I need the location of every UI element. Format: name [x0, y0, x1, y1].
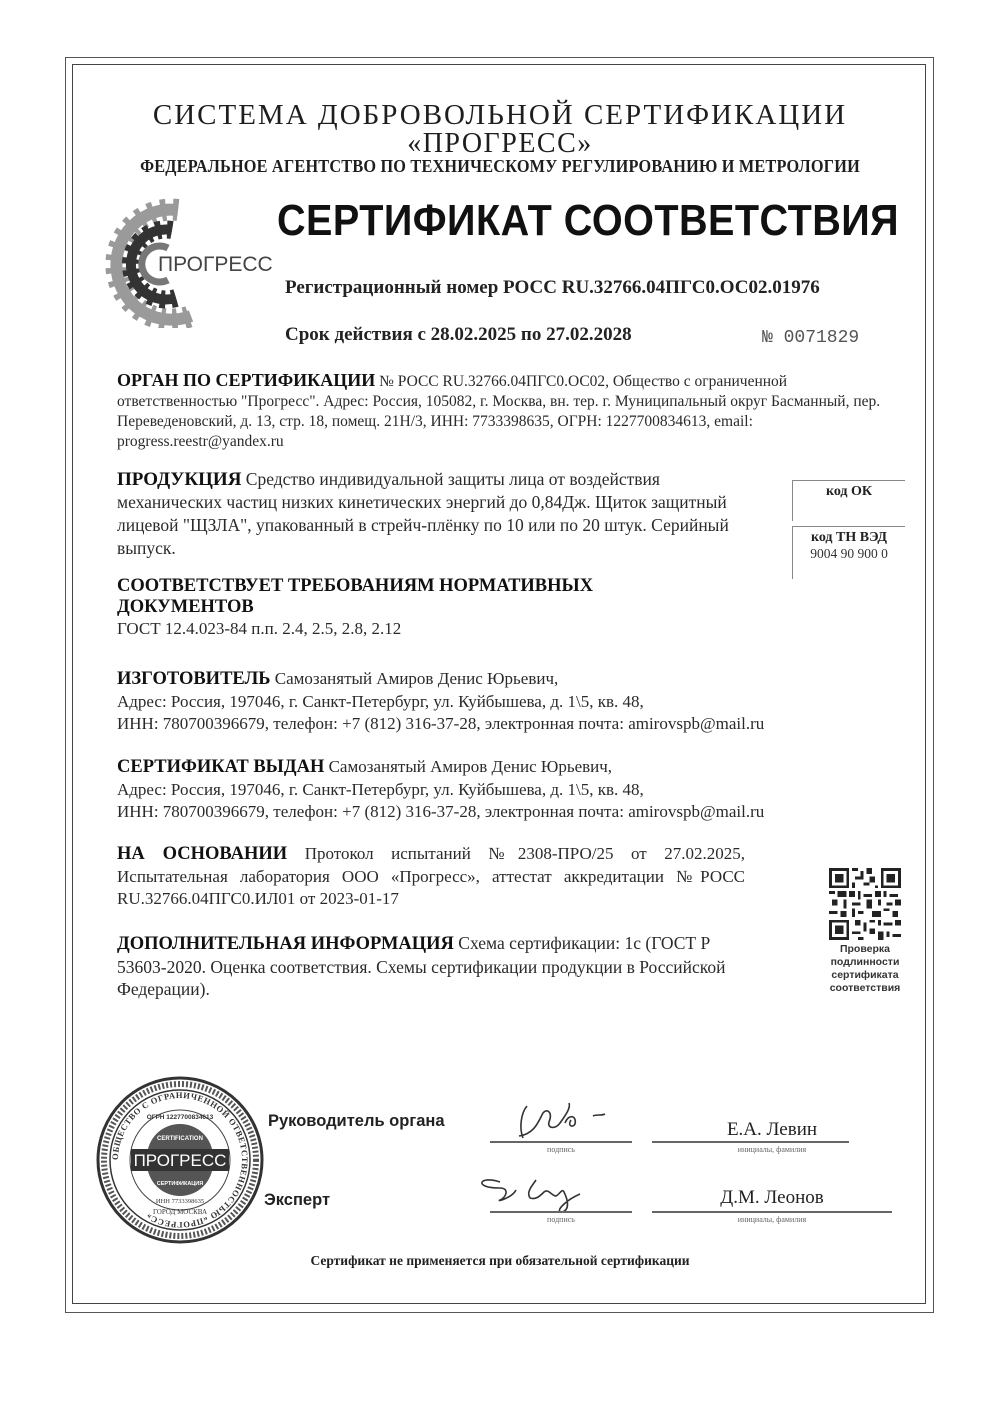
official-stamp-icon — [95, 1075, 265, 1245]
agency-name: ФЕДЕРАЛЬНОЕ АГЕНТСТВО ПО ТЕХНИЧЕСКОМУ РЕГУЛИРОВАНИЮ И МЕТРОЛОГИИ — [140, 156, 860, 176]
issued-to-address: Адрес: Россия, 197046, г. Санкт-Петербург, ул. Куйбышева, д. 1\5, кв. 48, — [117, 779, 644, 799]
section-text: Схема сертификации: 1с (ГОСТ Р 53603-2020. Оценка соответствия. Схемы сертификации продукции в Российской Федерации). — [117, 933, 726, 999]
signatory-role-head: Руководитель органа — [268, 1112, 445, 1130]
section-text: ГОСТ 12.4.023-84 п.п. 2.4, 2.5, 2.8, 2.12 — [117, 619, 402, 638]
qr-caption-line: соответствия — [829, 982, 901, 994]
name-caption: инициалы, фамилия — [737, 1215, 807, 1224]
section-additional-info — [117, 932, 757, 1001]
stamp-inn: ИНН 7733398635 — [155, 1198, 205, 1205]
section-text: Протокол испытаний №2308-ПРО/25 от 27.02.2025, Испытательная лаборатория ООО «Прогресс», аттестат аккредитации №РОСС RU.32766.04ПГС0.ИЛ01 от 2023-01-17 — [117, 844, 745, 908]
issued-to-contacts: ИНН: 780700396679, телефон: +7 (812) 316-37-28, электронная почта: amirovspb@mail.ru — [117, 802, 765, 821]
ok-code-box — [792, 480, 905, 521]
section-heading: ДОПОЛНИТЕЛЬНАЯ ИНФОРМАЦИЯ — [117, 934, 454, 954]
signatory-name-expert: Д.М. Леонов — [720, 1187, 824, 1208]
section-heading: НА ОСНОВАНИИ — [117, 844, 288, 864]
section-heading: ОРГАН ПО СЕРТИФИКАЦИИ — [117, 370, 376, 390]
ok-code-label: код ОК — [825, 484, 873, 499]
signatory-role-expert: Эксперт — [264, 1191, 331, 1209]
section-basis — [117, 843, 745, 911]
name-line — [652, 1141, 849, 1143]
name-line — [652, 1211, 892, 1213]
section-product — [117, 468, 757, 560]
logo-text: ПРОГРЕСС — [158, 253, 273, 276]
system-title: СИСТЕМА ДОБРОВОЛЬНОЙ СЕРТИФИКАЦИИ — [152, 99, 848, 131]
section-certification-body — [117, 370, 882, 452]
serial-number: № 0071829 — [762, 328, 860, 348]
section-heading: СООТВЕТСТВУЕТ ТРЕБОВАНИЯМ НОРМАТИВНЫХ ДОКУМЕНТОВ — [117, 576, 594, 617]
section-heading: ИЗГОТОВИТЕЛЬ — [117, 669, 271, 689]
section-text: Средство индивидуальной защиты лица от воздействия механических частиц низких кинетических энергий до 0,84Дж. Щиток защитный лицевой "ЩЗЛА", упакованный в стрейч-плёнку по 10 или по 20 штук. Серийный выпуск. — [117, 469, 729, 558]
system-name: «ПРОГРЕСС» — [407, 128, 593, 159]
manufacturer-contacts: ИНН: 780700396679, телефон: +7 (812) 316-37-28, электронная почта: amirovspb@mail.ru — [117, 714, 765, 733]
manufacturer-name: Самозанятый Амиров Денис Юрьевич, — [270, 669, 559, 688]
section-text: № РОСС RU.32766.04ПГС0.ОС02, Общество с ограниченной ответственностью "Прогресс". Адрес: Россия, 105082, г. Москва, вн. тер. г. Муниципальный округ Басманный, пер. Переведеновский, д. 13, стр. 18, помещ. 21Н/3, ИНН: 7733398635, ОГРН: 1227700834613, email: progress.reestr@yandex.ru — [117, 373, 881, 450]
stamp-bottom-badge: СЕРТИФИКАЦИЯ — [156, 1181, 204, 1187]
signature-line — [490, 1211, 632, 1213]
stamp-city: ГОРОД МОСКВА — [152, 1208, 208, 1216]
section-conformity — [117, 576, 757, 639]
signature-head-icon — [505, 1098, 625, 1143]
section-heading: СЕРТИФИКАТ ВЫДАН — [117, 757, 325, 777]
registration-number: Регистрационный номер РОСС RU.32766.04ПГС0.ОС02.01976 — [285, 277, 820, 298]
tn-ved-label: код ТН ВЭД — [810, 530, 888, 545]
qr-caption — [812, 943, 918, 995]
footer-note: Сертификат не применяется при обязательной сертификации — [310, 1253, 690, 1268]
validity-period: Срок действия с 28.02.2025 по 27.02.2028 — [285, 324, 632, 345]
qr-caption-line: подлинности — [830, 956, 900, 968]
qr-caption-line: сертификата — [831, 969, 899, 981]
signature-expert-icon — [470, 1170, 600, 1220]
progress-logo-icon — [96, 198, 276, 328]
qr-code-icon[interactable] — [829, 868, 901, 940]
section-issued-to — [117, 756, 907, 824]
stamp-top-badge: CERTIFICATION — [157, 1136, 203, 1142]
stamp-ring-text: ОБЩЕСТВО С ОГРАНИЧЕННОЙ ОТВЕТСТВЕННОСТЬЮ «ПРОГРЕСС» — [109, 1089, 251, 1231]
section-heading: ПРОДУКЦИЯ — [117, 469, 242, 490]
section-manufacturer — [117, 668, 907, 736]
tn-ved-value: 9004 90 900 0 — [810, 546, 888, 561]
name-caption: инициалы, фамилия — [737, 1145, 807, 1154]
qr-caption-line: Проверка — [839, 943, 891, 955]
signatory-name-head: Е.А. Левин — [726, 1119, 818, 1140]
manufacturer-address: Адрес: Россия, 197046, г. Санкт-Петербург, ул. Куйбышева, д. 1\5, кв. 48, — [117, 691, 644, 711]
signature-caption: подпись — [547, 1215, 575, 1224]
issued-to-name: Самозанятый Амиров Денис Юрьевич, — [324, 757, 613, 776]
stamp-ogrn: ОГРН 1227700834613 — [146, 1114, 214, 1121]
signature-caption: подпись — [547, 1145, 575, 1154]
certificate-title: СЕРТИФИКАТ СООТВЕТСТВИЯ — [277, 196, 900, 245]
signature-line — [490, 1141, 632, 1143]
stamp-center-text: ПРОГРЕСС — [133, 1151, 227, 1170]
tn-ved-code-box — [792, 526, 905, 579]
